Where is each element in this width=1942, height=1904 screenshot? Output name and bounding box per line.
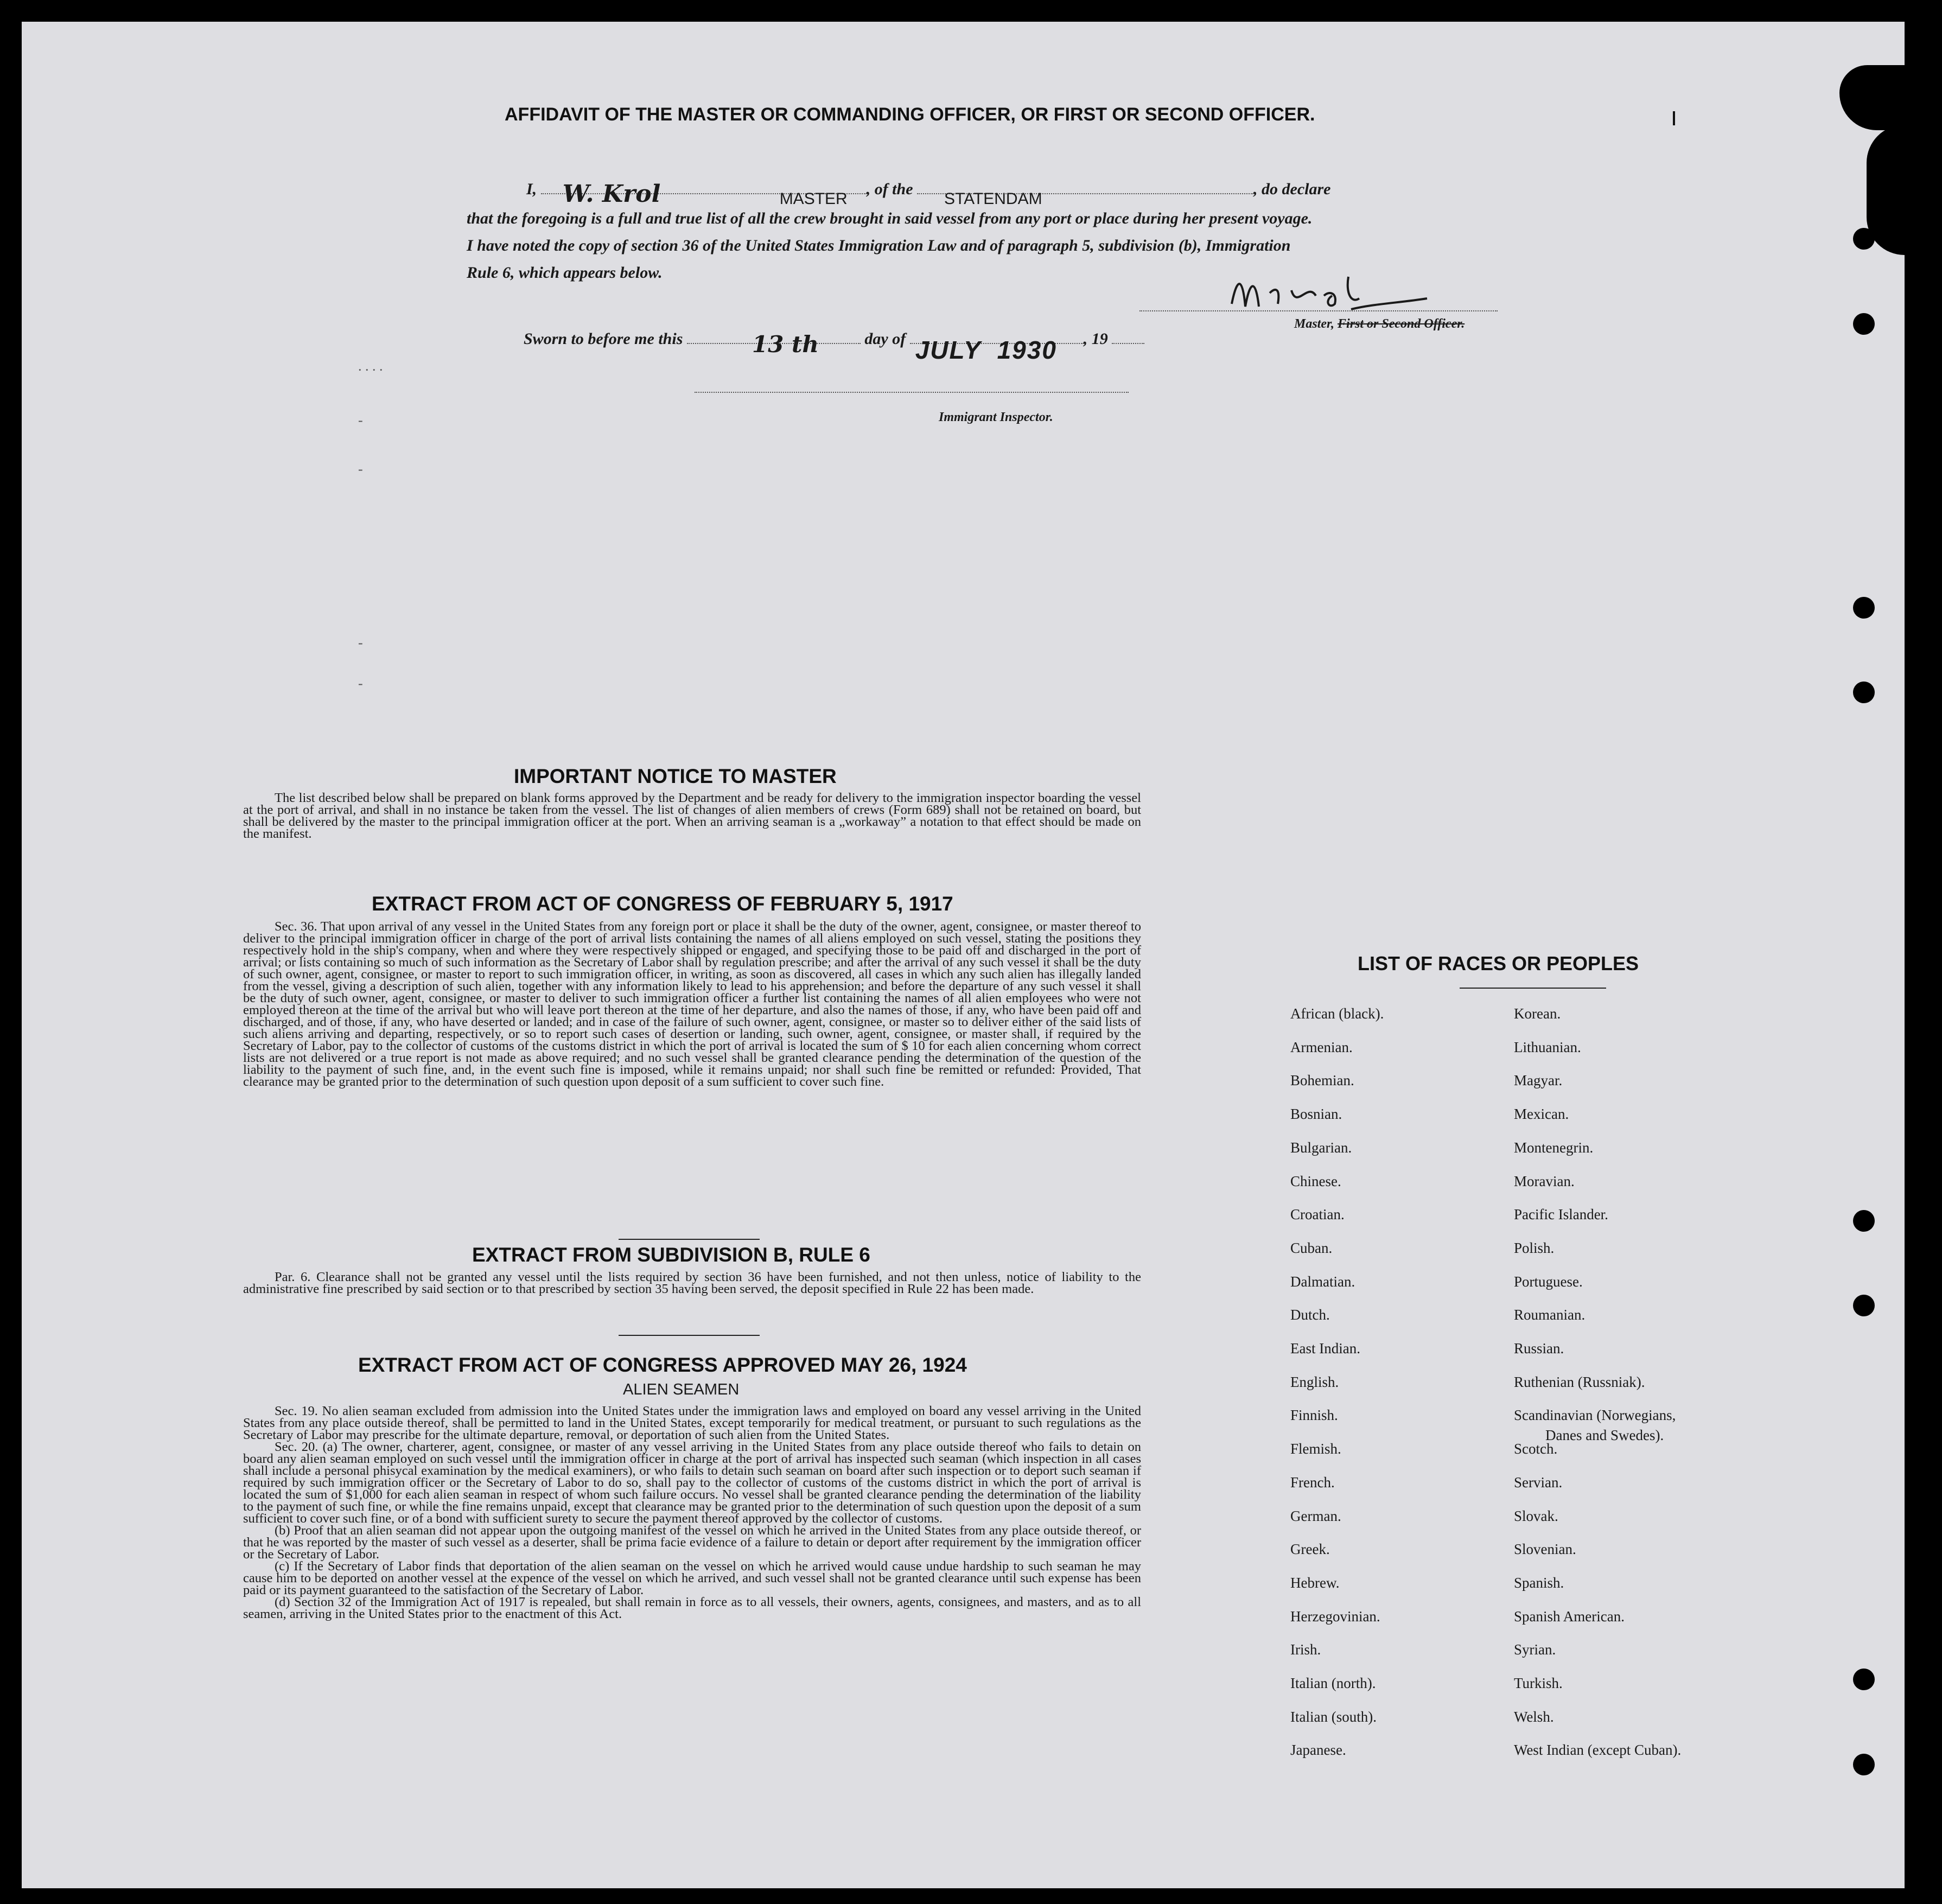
race-item: Slovenian. — [1514, 1541, 1576, 1557]
do-declare-text: , do declare — [1253, 180, 1331, 198]
punch-hole — [1853, 1754, 1875, 1775]
extract-1924-heading: EXTRACT FROM ACT OF CONGRESS APPROVED MAY 26, 1924 — [358, 1354, 967, 1376]
race-item: Flemish. — [1290, 1441, 1341, 1457]
par-6-paragraph: Par. 6. Clearance shall not be granted any vessel until the lists required by section 36 have been furnished, and not then unless, notice of liability to the administrative fine prescribed by said section or to that prescribed by section 35 having been served, the deposit specified in Rule 22 has been made. — [243, 1270, 1141, 1296]
sec-20a-paragraph: Sec. 20. (a) The owner, charterer, agent, consignee, or master of any vessel arriving in the United States from any place outside thereof who fails to detain on board any alien seaman employed on such vessel until the immigration officer in charge at the port of arrival has inspected such seaman (which inspection in all cases shall include a personal phisycal examination by the medical examiners), or who fails to detain such seaman on board after such inspection or to deport such seaman if required by such immigration officer or the Secretary of Labor to do so, shall pay to the collector of customs of the customs district in which the port of arrival is located the sum of $1,000 for each alien seaman in respect of whom such failure occurs. No vessel shall be granted clearance pending the determination of the liability to the payment of such fine, or while the fine remains unpaid, except that clearance may be granted prior to the determination of such question upon the deposit of a sum sufficient to cover such fine, or of a bond with sufficient surety to secure the payment thereof approved by the collector of customs. — [243, 1440, 1141, 1526]
sworn-century: , 19 — [1083, 330, 1108, 348]
extract-1924-text — [243, 1405, 1141, 1620]
race-item: Dutch. — [1290, 1307, 1330, 1323]
divider — [619, 1335, 760, 1336]
signature-line — [1139, 310, 1498, 311]
sec-20d-paragraph: (d) Section 32 of the Immigration Act of 1917 is repealed, but shall remain in force as to all vessels, their owners, agents, consignees, and masters, and as to all seamen, arriving in the United States prior to the enactment of this Act. — [243, 1595, 1141, 1621]
notice-heading: IMPORTANT NOTICE TO MASTER — [514, 765, 837, 787]
race-item: Bosnian. — [1290, 1106, 1342, 1122]
margin-mark: - — [358, 676, 363, 691]
race-item: Spanish American. — [1514, 1608, 1625, 1625]
race-item: Mexican. — [1514, 1106, 1569, 1122]
declarant-prefix: I, — [526, 180, 537, 198]
extract-1917-text — [243, 921, 1141, 1088]
punch-hole — [1853, 1669, 1875, 1690]
race-item: Roumanian. — [1514, 1307, 1586, 1323]
tick-mark — [1673, 111, 1675, 125]
signature-caption — [1294, 317, 1465, 332]
race-item: Lithuanian. — [1514, 1039, 1581, 1055]
race-item: Herzegovinian. — [1290, 1608, 1380, 1625]
race-item: Magyar. — [1514, 1072, 1563, 1088]
punch-hole — [1853, 597, 1875, 619]
sec-20c-paragraph: (c) If the Secretary of Labor finds that deportation of the alien seaman on the vessel on which he arrived would cause undue hardship to such seaman he may cause him to be deported on another vessel at the expence of the vessel on which he arrived, and such vessel shall not be granted clearance until such expense has been paid or its payment guaranteed to the satisfaction of the Secretary of Labor. — [243, 1559, 1141, 1597]
sec-20b-paragraph: (b) Proof that an alien seaman did not appear upon the outgoing manifest of the vessel on which he arrived in the United States from any place outside thereof, or that he was reported by the master of such vessel as a deserter, shall be prima facie evidence of a failure to detain or deport after requirement by the immigration officer or the Secretary of Labor. — [243, 1523, 1141, 1562]
signature-caption-master: Master, — [1294, 317, 1335, 331]
punch-hole — [1853, 1210, 1875, 1232]
affidavit-heading: AFFIDAVIT OF THE MASTER OR COMMANDING OFFICER, OR FIRST OR SECOND OFFICER. — [505, 104, 1315, 125]
race-item: Italian (north). — [1290, 1675, 1376, 1691]
sec-19-paragraph: Sec. 19. No alien seaman excluded from admission into the United States under the immigration laws and employed on board any vessel arriving in the United States from any place outside thereof, shall be permitted to land in the United States, except temporarily for medical treatment, or pursuant to such regulations as the Secretary of Labor may prescribe for the ultimate departure, removal, or deportation of such alien from the United States. — [243, 1404, 1141, 1442]
race-item: Cuban. — [1290, 1240, 1333, 1256]
race-item: Armenian. — [1290, 1039, 1353, 1055]
race-item: Bohemian. — [1290, 1072, 1354, 1088]
declaration-line-4: Rule 6, which appears below. — [467, 264, 663, 282]
declaration-line-3: I have noted the copy of section 36 of the United States Immigration Law and of paragraph 5, subdivision (b), Immigration — [467, 237, 1291, 254]
race-item: Italian (south). — [1290, 1709, 1377, 1725]
race-item: Welsh. — [1514, 1709, 1554, 1725]
race-item: Bulgarian. — [1290, 1139, 1352, 1156]
race-item: Russian. — [1514, 1340, 1564, 1357]
divider — [1460, 988, 1606, 989]
rule-6-heading: EXTRACT FROM SUBDIVISION B, RULE 6 — [472, 1244, 870, 1266]
sworn-prefix: Sworn to before me this — [524, 330, 683, 348]
race-item: West Indian (except Cuban). — [1514, 1742, 1682, 1758]
race-item: Spanish. — [1514, 1575, 1564, 1591]
race-item: Korean. — [1514, 1005, 1561, 1022]
race-item: Japanese. — [1290, 1742, 1346, 1758]
declaration-line-2: that the foregoing is a full and true list of all the crew brought in said vessel from any port or place during her present voyage. — [467, 209, 1313, 227]
race-item: Servian. — [1514, 1474, 1563, 1491]
punch-hole — [1853, 1295, 1875, 1316]
section-36-paragraph: Sec. 36. That upon arrival of any vessel in the United States from any foreign port or place it shall be the duty of the owner, agent, consignee, or master thereof to deliver to the principal immigration officer in charge of the port of arrival lists containing the names of all aliens employed on such vessel, stating the positions they respectively hold in the ship's company, when and where they were respectively shipped or engaged, and specifying those to be paid off and discharged in the port of arrival; or lists containing so much of such information as the Secretary of Labor shall by regulation prescribe; and after the arrival of any such vessel it shall be the duty of such owner, agent, consignee, or master to report to such immigration officer, in writing, as soon as discovered, all cases in which any such alien has illegally landed from the vessel, giving a description of such alien, together with any information likely to lead to his apprehension; and before the departure of any such vessel it shall be the duty of such owner, agent, consignee, or master to deliver to such immigration officer a further list containing the names of all alien employees who were not employed thereon at the time of the arrival but who will leave port thereon at the time of her departure, and also the names of those, if any, who have been paid off and discharged, and of those, if any, who have deserted or landed; and in case of the failure of such owner, agent, consignee, or master so to deliver either of the said lists of such aliens arriving and departing, respectively, or so to report such cases of desertion or landing, such owner, agent, consignee, or master shall, if required by the Secretary of Labor, pay to the collector of customs of the customs district in which the port of arrival is located the sum of $ 10 for each alien concerning whom correct lists are not delivered or a true report is not made as above required; and no such vessel shall be granted clearance pending the determination of the question of the liability to the payment of such fine, and, in the event such fine is imposed, while it remains unpaid; nor shall such fine be remitted or refunded: Provided, That clearance may be granted prior to the determination of such question upon deposit of a sum sufficient to cover such fine. — [243, 919, 1141, 1089]
race-item: African (black). — [1290, 1005, 1384, 1022]
race-item: Montenegrin. — [1514, 1139, 1594, 1156]
extract-1917-heading: EXTRACT FROM ACT OF CONGRESS OF FEBRUARY 5, 1917 — [372, 893, 953, 915]
race-item: Polish. — [1514, 1240, 1555, 1256]
race-item: French. — [1290, 1474, 1335, 1491]
inspector-signature-line — [695, 392, 1129, 393]
race-item: Greek. — [1290, 1541, 1330, 1557]
races-heading: LIST OF RACES OR PEOPLES — [1358, 952, 1639, 975]
sworn-day-handwritten: 13 th — [752, 331, 819, 358]
race-item: Croatian. — [1290, 1206, 1345, 1222]
race-item: Finnish. — [1290, 1407, 1338, 1423]
race-item: Portuguese. — [1514, 1273, 1583, 1290]
notice-paragraph: The list described below shall be prepared on blank forms approved by the Department and be ready for delivery to the immigration inspector boarding the vessel at the port of arrival, and shall in no instance be taken from the vessel. The list of changes of alien members of crews (Form 689) shall not be retained on board, but shall be delivered by the master to the principal immigration officer at the port. When an arriving seaman is a „workaway” a notation to that effect should be made on the manifest. — [243, 791, 1141, 841]
race-item: English. — [1290, 1374, 1339, 1390]
rank-stamp: MASTER — [779, 190, 848, 208]
race-item: East Indian. — [1290, 1340, 1360, 1357]
declaration-line-1 — [526, 180, 1331, 208]
inspector-caption: Immigrant Inspector. — [939, 410, 1053, 424]
race-item: Chinese. — [1290, 1173, 1341, 1189]
race-item: Hebrew. — [1290, 1575, 1340, 1591]
sworn-month-year-stamp: JULY 1930 — [915, 336, 1057, 364]
race-item: Dalmatian. — [1290, 1273, 1355, 1290]
torn-corner — [1839, 65, 1926, 130]
sworn-line — [524, 330, 1144, 364]
punch-hole — [1853, 682, 1875, 703]
race-item: Ruthenian (Russniak). — [1514, 1374, 1645, 1390]
sworn-day-of: day of — [864, 330, 906, 348]
divider — [619, 1239, 760, 1240]
race-item: Slovak. — [1514, 1508, 1558, 1524]
race-item: German. — [1290, 1508, 1341, 1524]
margin-mark: - — [358, 635, 363, 651]
vessel-name-stamp: STATENDAM — [944, 190, 1042, 208]
race-item: Scotch. — [1514, 1441, 1558, 1457]
alien-seamen-subheading: ALIEN SEAMEN — [623, 1381, 740, 1398]
punch-hole — [1853, 228, 1875, 250]
punch-hole — [1853, 313, 1875, 335]
rule-6-text — [243, 1271, 1141, 1295]
race-item: Turkish. — [1514, 1675, 1563, 1691]
of-the-text: , of the — [866, 180, 913, 198]
race-item: Irish. — [1290, 1641, 1321, 1658]
margin-mark: - — [358, 461, 363, 477]
race-item: Syrian. — [1514, 1641, 1556, 1658]
margin-mark: . . . . — [358, 358, 383, 374]
margin-mark: - — [358, 412, 363, 428]
race-item-continuation: Danes and Swedes). — [1545, 1427, 1664, 1443]
notice-text — [243, 792, 1141, 840]
race-item: Pacific Islander. — [1514, 1206, 1608, 1222]
race-item: Moravian. — [1514, 1173, 1575, 1189]
race-item: Scandinavian (Norwegians, — [1514, 1407, 1676, 1423]
signature-caption-struck: First or Second Officer. — [1338, 317, 1465, 331]
officer-name-handwritten: W. Krol — [562, 180, 661, 208]
